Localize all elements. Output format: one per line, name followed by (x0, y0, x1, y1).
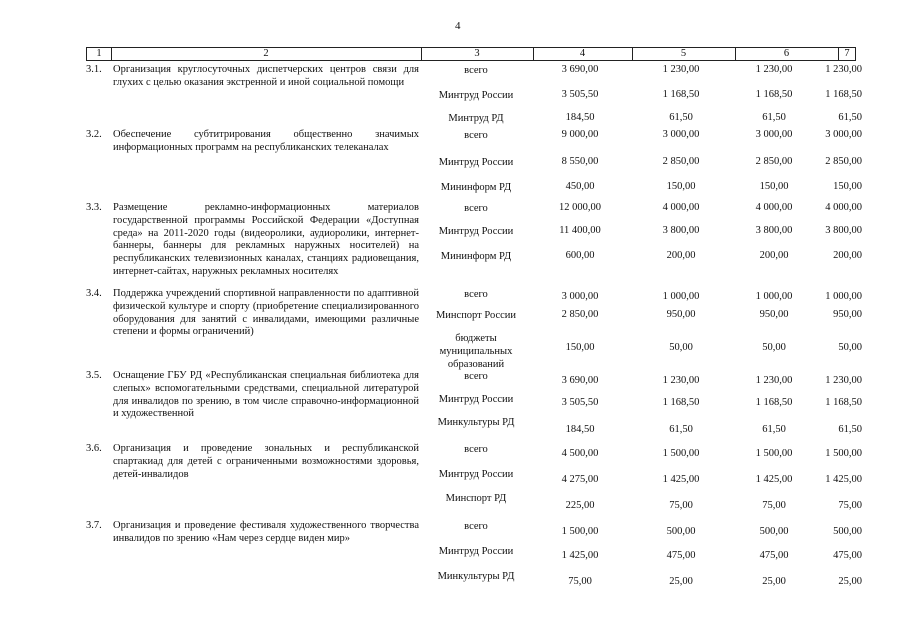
page-number: 4 (455, 20, 461, 32)
row-description: Организация круглосуточных диспетчерских центров связи для глухих с целью оказания экстренной и иной социальной помощи (113, 64, 419, 88)
funding-source: Минкультуры РД (437, 417, 515, 428)
row-number: 3.1. (86, 64, 102, 75)
value-total: 75,00 (568, 576, 592, 587)
value-total: 3 690,00 (561, 375, 599, 386)
value-year-1: 1 000,00 (662, 291, 700, 302)
value-total: 225,00 (565, 500, 595, 511)
value-year-3: 4 000,00 (825, 202, 862, 213)
value-year-2: 2 850,00 (755, 156, 793, 167)
funding-source: всего (464, 203, 488, 214)
value-total: 3 505,50 (561, 89, 599, 100)
value-year-2: 1 230,00 (755, 64, 793, 75)
value-year-1: 1 168,50 (662, 397, 700, 408)
header-col-4: 4 (579, 48, 586, 59)
value-year-3: 3 000,00 (825, 129, 862, 140)
value-year-1: 500,00 (666, 526, 696, 537)
value-year-2: 500,00 (759, 526, 789, 537)
row-description: Организация и проведение фестиваля художественного творчества инвалидов по зрению «Нам через сердце виден мир» (113, 520, 419, 544)
value-year-2: 1 168,50 (755, 397, 793, 408)
value-year-3: 25,00 (838, 576, 862, 587)
funding-source: Минтруд РД (448, 113, 504, 124)
value-year-3: 950,00 (833, 309, 862, 320)
value-year-3: 500,00 (833, 526, 862, 537)
value-year-1: 50,00 (669, 342, 693, 353)
value-year-2: 1 500,00 (755, 448, 793, 459)
value-total: 184,50 (565, 424, 595, 435)
header-col-2: 2 (263, 48, 269, 59)
value-total: 3 505,50 (561, 397, 599, 408)
row-number: 3.6. (86, 443, 102, 454)
funding-source: Минтруд России (438, 90, 514, 101)
value-year-2: 200,00 (759, 250, 789, 261)
value-year-3: 2 850,00 (825, 156, 862, 167)
funding-source: Минтруд России (438, 394, 514, 405)
value-year-1: 150,00 (666, 181, 696, 192)
funding-source: всего (464, 521, 488, 532)
value-year-2: 950,00 (759, 309, 789, 320)
value-year-3: 50,00 (838, 342, 862, 353)
value-year-1: 3 000,00 (662, 129, 700, 140)
row-description: Размещение рекламно-информационных материалов государственной программы Российской Федерации «Доступная среда» на 2011-2020 годы (видеоролики, аудиоролики, интернет-баннеры, баннеры для рекламных наружных носителей) на республиканских телевизионных каналах, станциях радиовещания, интернет-сайтах, наружных рекламных носителях (113, 202, 419, 277)
header-col-1: 1 (96, 48, 102, 59)
value-year-3: 1 425,00 (825, 474, 862, 485)
value-year-1: 3 800,00 (662, 225, 700, 236)
funding-source: всего (464, 289, 488, 300)
value-year-1: 1 425,00 (662, 474, 700, 485)
row-description: Поддержка учреждений спортивной направленности по адаптивной физической культуре и спорту (приобретение специализированного оборудования для занятий с инвалидами, имеющими различные степени и формы ограничений) (113, 288, 419, 338)
value-total: 3 000,00 (561, 291, 599, 302)
header-col-5: 5 (680, 48, 687, 59)
value-year-3: 1 230,00 (825, 64, 862, 75)
funding-source: Минкультуры РД (437, 571, 515, 582)
value-year-2: 61,50 (762, 424, 786, 435)
value-total: 3 690,00 (561, 64, 599, 75)
header-col-7: 7 (844, 48, 850, 59)
value-total: 600,00 (565, 250, 595, 261)
row-number: 3.4. (86, 288, 102, 299)
value-year-2: 75,00 (762, 500, 786, 511)
funding-source: бюджеты муниципальных образований (439, 333, 513, 370)
value-year-2: 3 800,00 (755, 225, 793, 236)
value-year-1: 25,00 (669, 576, 693, 587)
value-year-1: 4 000,00 (662, 202, 700, 213)
value-total: 450,00 (565, 181, 595, 192)
row-description: Обеспечение субтитрирования общественно значимых информационных программ на республиканских телеканалах (113, 129, 419, 153)
row-number: 3.2. (86, 129, 102, 140)
value-year-1: 1 230,00 (662, 375, 700, 386)
header-col-3: 3 (474, 48, 480, 59)
value-year-1: 1 168,50 (662, 89, 700, 100)
row-number: 3.7. (86, 520, 102, 531)
value-year-1: 1 230,00 (662, 64, 700, 75)
value-year-2: 3 000,00 (755, 129, 793, 140)
value-year-1: 1 500,00 (662, 448, 700, 459)
value-year-2: 50,00 (762, 342, 786, 353)
value-year-3: 150,00 (833, 181, 862, 192)
value-year-1: 61,50 (669, 424, 693, 435)
value-year-3: 475,00 (833, 550, 862, 561)
value-year-3: 1 230,00 (825, 375, 862, 386)
value-year-3: 61,50 (838, 112, 862, 123)
value-total: 11 400,00 (559, 225, 601, 236)
value-year-3: 75,00 (838, 500, 862, 511)
value-total: 4 275,00 (561, 474, 599, 485)
value-year-2: 25,00 (762, 576, 786, 587)
value-year-3: 3 800,00 (825, 225, 862, 236)
table-header (86, 47, 856, 61)
value-year-1: 475,00 (666, 550, 696, 561)
value-total: 1 425,00 (561, 550, 599, 561)
funding-source: Минтруд России (438, 469, 514, 480)
funding-source: всего (464, 444, 488, 455)
funding-source: Минспорт России (435, 310, 517, 321)
value-year-2: 61,50 (762, 112, 786, 123)
value-year-1: 2 850,00 (662, 156, 700, 167)
value-year-2: 1 230,00 (755, 375, 793, 386)
value-total: 2 850,00 (561, 309, 599, 320)
value-year-2: 1 425,00 (755, 474, 793, 485)
header-col-6: 6 (783, 48, 790, 59)
value-total: 8 550,00 (561, 156, 599, 167)
value-total: 1 500,00 (561, 526, 599, 537)
funding-source: всего (464, 65, 488, 76)
value-year-3: 1 000,00 (825, 291, 862, 302)
funding-source: Минспорт РД (445, 493, 507, 504)
funding-source: Минтруд России (438, 157, 514, 168)
row-description: Оснащение ГБУ РД «Республиканская специальная библиотека для слепых» вспомогательными средствами, специальной литературой для инвалидов по зрению, в том числе справочно-информационной и художественной (113, 370, 419, 420)
row-number: 3.5. (86, 370, 102, 381)
funding-source: Минтруд России (438, 546, 514, 557)
value-year-3: 1 168,50 (825, 89, 862, 100)
funding-source: всего (464, 371, 488, 382)
value-total: 4 500,00 (561, 448, 599, 459)
value-year-1: 75,00 (669, 500, 693, 511)
value-year-2: 4 000,00 (755, 202, 793, 213)
value-year-2: 1 000,00 (755, 291, 793, 302)
value-year-3: 61,50 (838, 424, 862, 435)
funding-source: Мининформ РД (440, 182, 512, 193)
funding-source: Мининформ РД (440, 251, 512, 262)
row-description: Организация и проведение зональных и республиканской спартакиад для детей с ограниченными возможностями здоровья, детей-инвалидов (113, 443, 419, 480)
value-year-2: 475,00 (759, 550, 789, 561)
value-total: 150,00 (565, 342, 595, 353)
value-total: 9 000,00 (561, 129, 599, 140)
row-number: 3.3. (86, 202, 102, 213)
value-year-1: 61,50 (669, 112, 693, 123)
funding-source: Минтруд России (438, 226, 514, 237)
value-year-1: 950,00 (666, 309, 696, 320)
value-year-3: 1 500,00 (825, 448, 862, 459)
value-total: 184,50 (565, 112, 595, 123)
value-year-3: 1 168,50 (825, 397, 862, 408)
value-year-1: 200,00 (666, 250, 696, 261)
value-year-2: 150,00 (759, 181, 789, 192)
value-total: 12 000,00 (559, 202, 601, 213)
value-year-3: 200,00 (833, 250, 862, 261)
funding-source: всего (464, 130, 488, 141)
value-year-2: 1 168,50 (755, 89, 793, 100)
